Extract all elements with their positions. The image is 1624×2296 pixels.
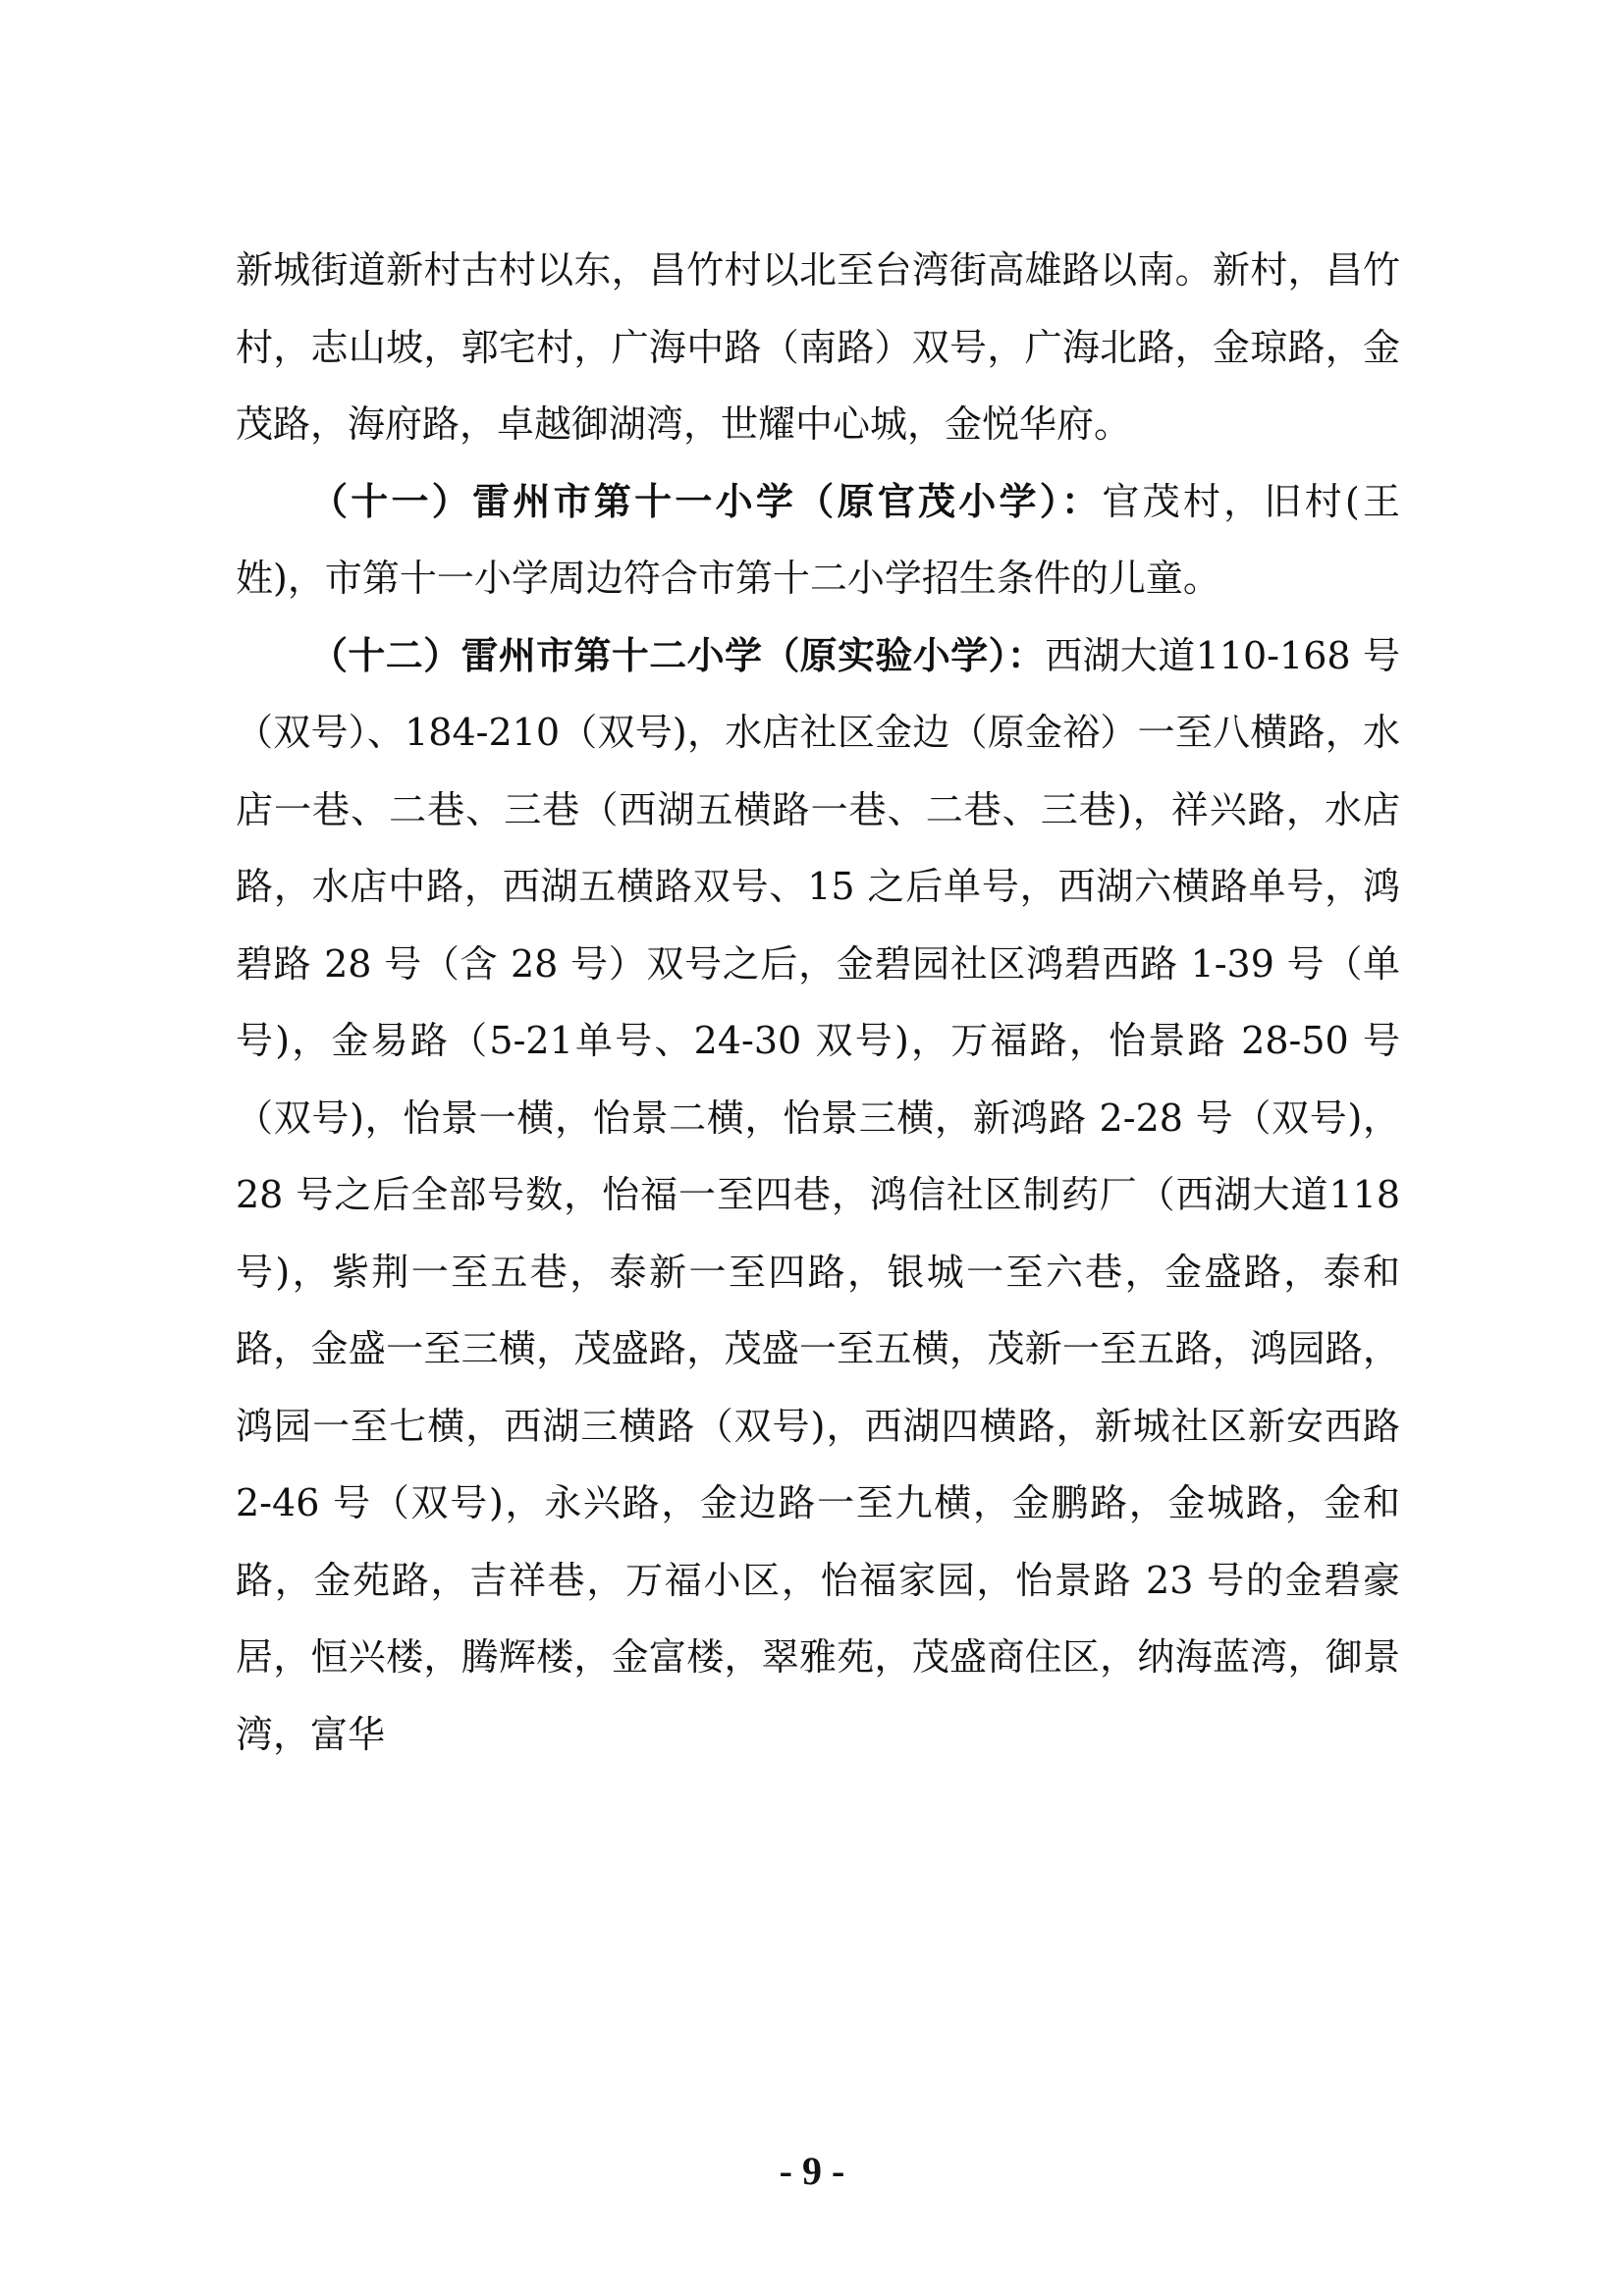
page-number: - 9 - bbox=[779, 2149, 845, 2193]
paragraph-text: 官茂村，旧村(王姓)，市第十一小学周边符合市第十二小学招生条件的儿童。 bbox=[236, 479, 1400, 600]
paragraph-continuation bbox=[236, 232, 1400, 463]
paragraph-school-11 bbox=[236, 463, 1400, 617]
section-heading: （十一）雷州市第十一小学（原官茂小学）： bbox=[310, 478, 1103, 523]
paragraph-school-12 bbox=[236, 617, 1400, 1774]
paragraph-text: 西湖大道110-168 号（双号）、184-210（双号)，水店社区金边（原金裕）一至八横路，水店一巷、二巷、三巷（西湖五横路一巷、二巷、三巷)，祥兴路，水店路，水店中路，西湖五横路双号、15 之后单号，西湖六横路单号，鸿碧路 28 号（含 28 号）双号之后，金碧园社区鸿碧西路 1-39 号（单号)，金易路（5-21单号、24-30 双号)，万福路，怡景路 28-50 号（双号)，怡景一横，怡景二横，怡景三横，新鸿路 2-28 号（双号)，28 号之后全部号数，怡福一至四巷，鸿信社区制药厂（西湖大道118 号)，紫荆一至五巷，泰新一至四路，银城一至六巷，金盛路，泰和路，金盛一至三横，茂盛路，茂盛一至五横，茂新一至五路，鸿园路，鸿园一至七横，西湖三横路（双号)，西湖四横路，新城社区新安西路 2-46 号（双号)，永兴路，金边路一至九横，金鹏路，金城路，金和路，金苑路，吉祥巷，万福小区，怡福家园，怡景路 23 号的金碧豪居，恒兴楼，腾辉楼，金富楼，翠雅苑，茂盛商住区，纳海蓝湾，御景湾，富华 bbox=[236, 633, 1400, 1756]
section-heading: （十二）雷州市第十二小学（原实验小学）： bbox=[310, 632, 1046, 677]
document-body bbox=[236, 232, 1400, 1773]
paragraph-text: 新城街道新村古村以东，昌竹村以北至台湾街高雄路以南。新村，昌竹村，志山坡，郭宅村，广海中路（南路）双号，广海北路，金琼路，金茂路，海府路，卓越御湖湾，世耀中心城，金悦华府。 bbox=[236, 248, 1400, 446]
